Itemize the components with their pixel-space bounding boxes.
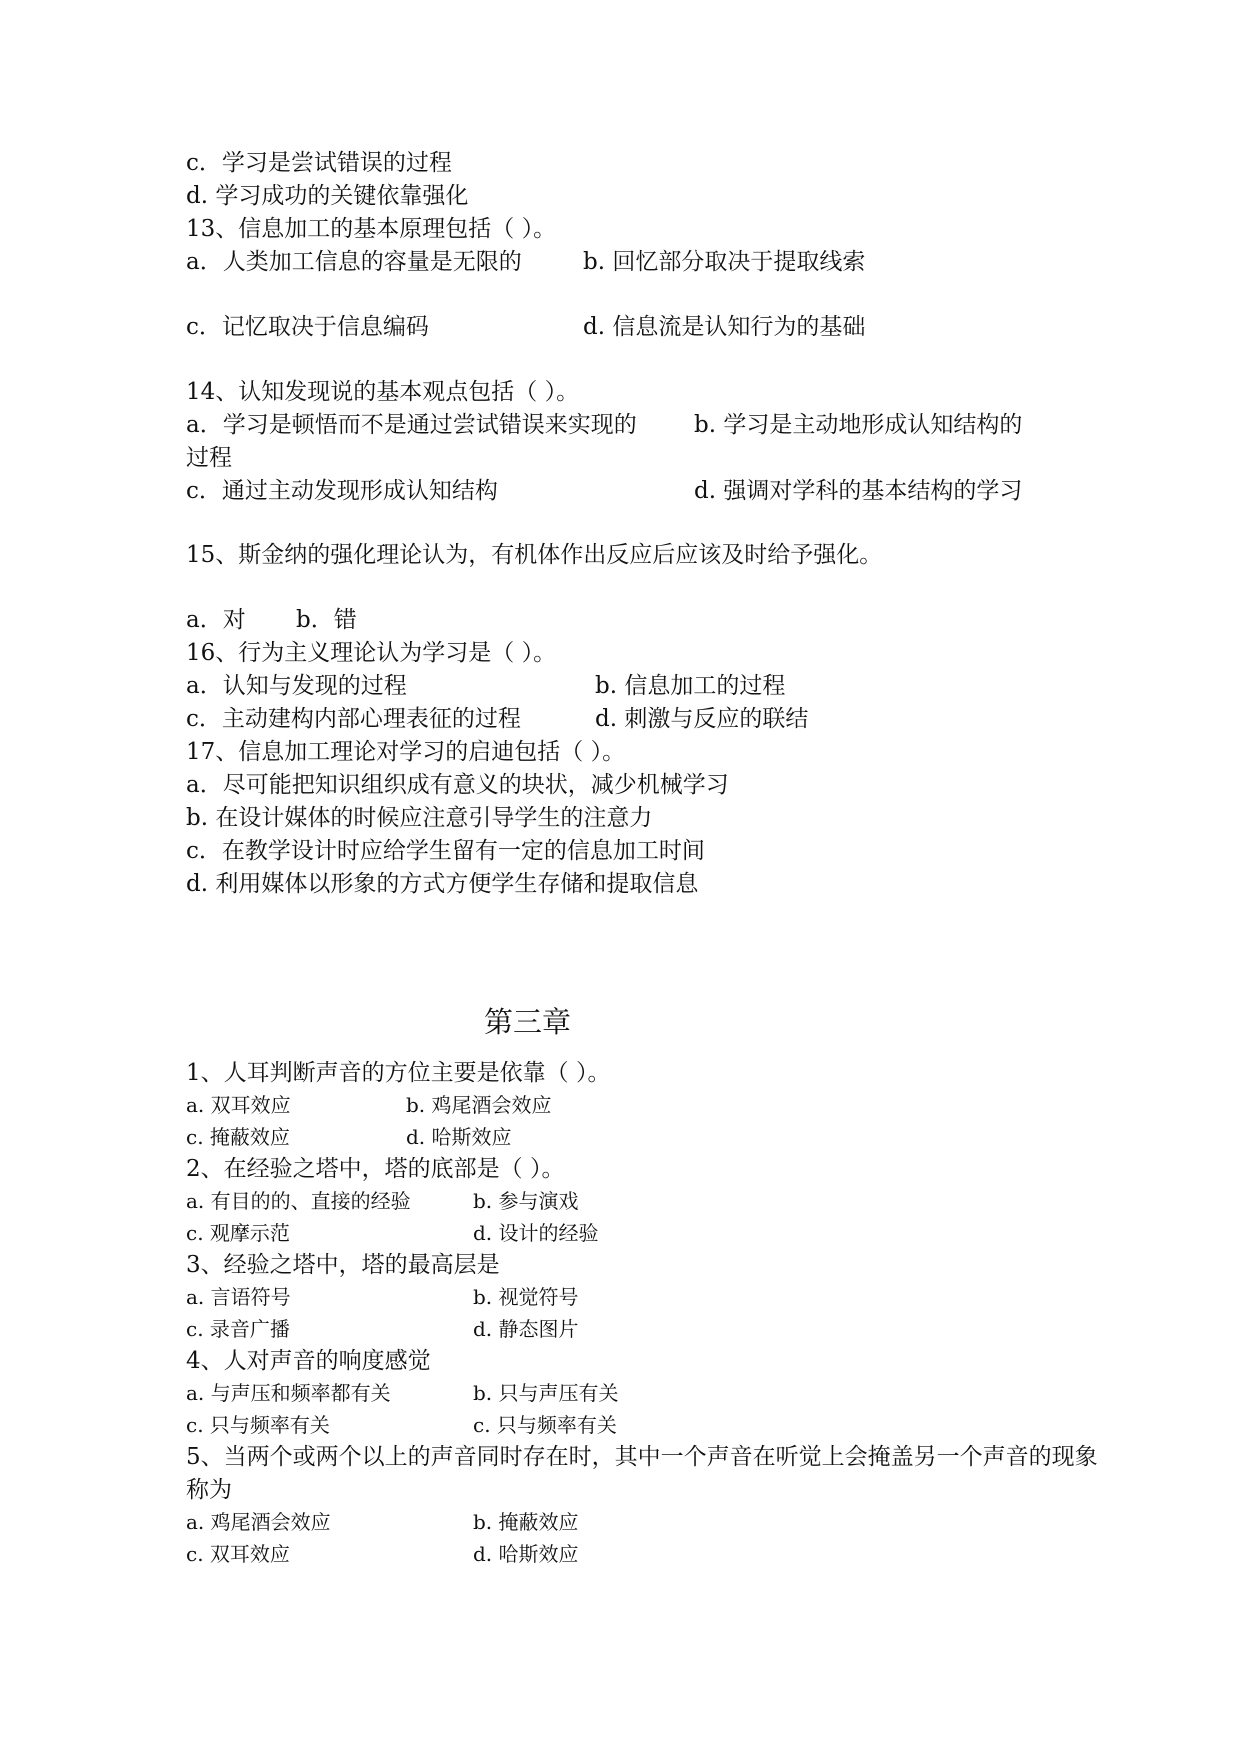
ch3-q4-option-b: b. 只与声压有关 [473,1381,619,1405]
ch3-q5-option-c: c. 双耳效应 [186,1542,290,1566]
ch3-q5-option-a: a. 鸡尾酒会效应 [186,1510,331,1534]
ch3-q4-option-a: a. 与声压和频率都有关 [186,1381,391,1405]
ch3-q3-stem: 3、经验之塔中，塔的最高层是 [186,1252,500,1278]
q16-option-d: d. 刺激与反应的联结 [595,706,809,732]
q14-option-b: b. 学习是主动地形成认知结构的 [694,412,1023,438]
q17-option-d: d. 利用媒体以形象的方式方便学生存储和提取信息 [186,871,699,897]
ch3-q4-option-d: c. 只与频率有关 [473,1413,617,1437]
q15-option-b: b．错 [296,607,357,633]
ch3-q2-option-d: d. 设计的经验 [473,1221,599,1245]
chapter-title: 第三章 [484,1005,572,1039]
ch3-q2-option-c: c. 观摩示范 [186,1221,290,1245]
q13-option-d: d. 信息流是认知行为的基础 [583,314,866,340]
q14-option-a: a．学习是顿悟而不是通过尝试错误来实现的 [186,412,637,438]
ch3-q3-option-c: c. 录音广播 [186,1317,290,1341]
ch3-q5-stem: 5、当两个或两个以上的声音同时存在时，其中一个声音在听觉上会掩盖另一个声音的现象 [186,1444,1098,1470]
ch3-q4-option-c: c. 只与频率有关 [186,1413,330,1437]
q16-option-a: a．认知与发现的过程 [186,673,407,699]
q14-option-b-continued: 过程 [186,445,232,471]
q14-stem: 14、认知发现说的基本观点包括（ ）。 [186,379,580,405]
q17-option-c: c．在教学设计时应给学生留有一定的信息加工时间 [186,838,705,864]
q16-option-b: b. 信息加工的过程 [595,673,786,699]
ch3-q4-stem: 4、人对声音的响度感觉 [186,1348,431,1374]
ch3-q5-option-d: d. 哈斯效应 [473,1542,579,1566]
ch3-q1-stem: 1、人耳判断声音的方位主要是依靠（ ）。 [186,1060,611,1086]
q13-stem: 13、信息加工的基本原理包括（ ）。 [186,216,557,242]
q16-option-c: c．主动建构内部心理表征的过程 [186,706,521,732]
ch3-q1-option-a: a. 双耳效应 [186,1093,291,1117]
q12-option-c: c．学习是尝试错误的过程 [186,150,452,176]
ch3-q1-option-c: c. 掩蔽效应 [186,1125,290,1149]
q13-option-c: c．记忆取决于信息编码 [186,314,429,340]
ch3-q2-option-a: a. 有目的的、直接的经验 [186,1189,411,1213]
q16-stem: 16、行为主义理论认为学习是（ ）。 [186,640,557,666]
ch3-q1-option-b: b. 鸡尾酒会效应 [406,1093,552,1117]
q12-option-d: d. 学习成功的关键依靠强化 [186,183,469,209]
ch3-q3-option-a: a. 言语符号 [186,1285,291,1309]
ch3-q1-option-d: d. 哈斯效应 [406,1125,512,1149]
q17-stem: 17、信息加工理论对学习的启迪包括（ ）。 [186,739,626,765]
ch3-q2-stem: 2、在经验之塔中，塔的底部是（ ）。 [186,1156,565,1182]
q17-option-a: a．尽可能把知识组织成有意义的块状，减少机械学习 [186,772,729,798]
ch3-q2-option-b: b. 参与演戏 [473,1189,579,1213]
q14-option-c: c．通过主动发现形成认知结构 [186,478,498,504]
q17-option-b: b. 在设计媒体的时候应注意引导学生的注意力 [186,805,653,831]
q13-option-b: b. 回忆部分取决于提取线索 [583,249,866,275]
ch3-q5-option-b: b. 掩蔽效应 [473,1510,579,1534]
q15-option-a: a．对 [186,607,246,633]
q15-stem: 15、斯金纳的强化理论认为，有机体作出反应后应该及时给予强化。 [186,542,883,568]
ch3-q3-option-d: d. 静态图片 [473,1317,579,1341]
q13-option-a: a．人类加工信息的容量是无限的 [186,249,522,275]
ch3-q5-stem-continued: 称为 [186,1477,232,1503]
q14-option-d: d. 强调对学科的基本结构的学习 [694,478,1023,504]
ch3-q3-option-b: b. 视觉符号 [473,1285,579,1309]
